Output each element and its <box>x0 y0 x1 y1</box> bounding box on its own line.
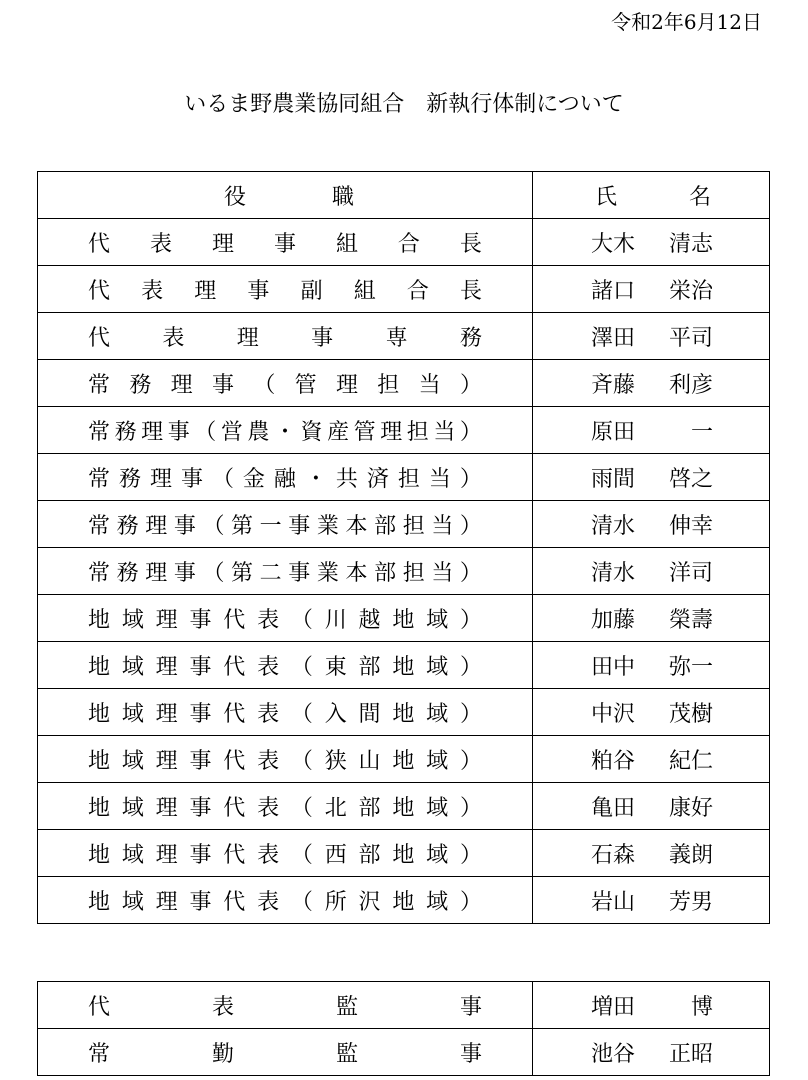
role-cell <box>38 783 533 830</box>
role-cell <box>38 313 533 360</box>
surname: 粕谷 <box>591 748 636 774</box>
role-cell <box>38 548 533 595</box>
table-row <box>38 595 770 642</box>
name-cell <box>533 877 770 924</box>
surname: 亀田 <box>591 795 636 821</box>
given-name: 正昭 <box>668 1041 713 1067</box>
surname: 池谷 <box>591 1041 636 1067</box>
role-text: 地 域 理 事 代 表 （ 西 部 地 域 ） <box>88 842 482 868</box>
given-name: 康好 <box>668 795 713 821</box>
role-cell <box>38 982 533 1029</box>
role-cell <box>38 501 533 548</box>
name-cell <box>533 454 770 501</box>
document-title: いるま野農業協同組合 新執行体制について <box>184 92 624 117</box>
name-cell <box>533 313 770 360</box>
given-name: 栄治 <box>668 278 713 304</box>
header-name-label: 氏 名 <box>595 184 711 210</box>
role-text: 常 務 理 事 （ 第 一 事 業 本 部 担 当 ） <box>88 513 482 539</box>
auditors-table <box>37 981 770 1076</box>
role-cell <box>38 1029 533 1076</box>
person-name <box>533 462 769 493</box>
given-name: 博 <box>690 994 713 1020</box>
person-name <box>533 509 769 540</box>
person-name <box>533 321 769 352</box>
name-cell <box>533 736 770 783</box>
role-text: 地 域 理 事 代 表 （ 入 間 地 域 ） <box>88 701 482 727</box>
role-cell <box>38 454 533 501</box>
given-name: 義朗 <box>668 842 713 868</box>
person-name <box>533 368 769 399</box>
person-name <box>533 415 769 446</box>
person-name <box>533 603 769 634</box>
name-cell <box>533 266 770 313</box>
header-name-cell <box>533 172 770 219</box>
role-text: 地 域 理 事 代 表 （ 川 越 地 域 ） <box>88 607 482 633</box>
given-name: 啓之 <box>668 466 713 492</box>
role-text: 常 務 理 事 （ 第 二 事 業 本 部 担 当 ） <box>88 560 482 586</box>
table-row <box>38 982 770 1029</box>
name-cell <box>533 501 770 548</box>
name-cell <box>533 783 770 830</box>
surname: 中沢 <box>591 701 636 727</box>
surname: 田中 <box>591 654 636 680</box>
given-name: 一 <box>690 419 713 445</box>
surname: 斉藤 <box>591 372 636 398</box>
surname: 加藤 <box>591 607 636 633</box>
name-cell <box>533 1029 770 1076</box>
role-text: 常 務 理 事 （ 管 理 担 当 ） <box>88 372 482 398</box>
table-row <box>38 877 770 924</box>
table-row <box>38 501 770 548</box>
role-text: 常 務 理 事 （ 金 融 ・ 共 済 担 当 ） <box>88 466 482 492</box>
name-cell <box>533 830 770 877</box>
surname: 大木 <box>591 231 636 257</box>
given-name: 平司 <box>668 325 713 351</box>
surname: 清水 <box>591 513 636 539</box>
given-name: 利彦 <box>668 372 713 398</box>
surname: 諸口 <box>591 278 636 304</box>
role-text: 常 勤 監 事 <box>88 1041 482 1067</box>
role-text: 地 域 理 事 代 表 （ 狭 山 地 域 ） <box>88 748 482 774</box>
table-row <box>38 1029 770 1076</box>
role-cell <box>38 642 533 689</box>
surname: 清水 <box>591 560 636 586</box>
table-row <box>38 642 770 689</box>
header-role-label: 役 職 <box>224 184 354 210</box>
role-cell <box>38 360 533 407</box>
given-name: 茂樹 <box>668 701 713 727</box>
surname: 岩山 <box>591 889 636 915</box>
table-row <box>38 736 770 783</box>
table-row <box>38 548 770 595</box>
person-name <box>533 791 769 822</box>
name-cell <box>533 595 770 642</box>
officers-table <box>37 171 770 924</box>
person-name <box>533 885 769 916</box>
role-cell <box>38 830 533 877</box>
table-row <box>38 454 770 501</box>
table-row <box>38 360 770 407</box>
name-cell <box>533 407 770 454</box>
person-name <box>533 274 769 305</box>
header-role-cell <box>38 172 533 219</box>
table-row <box>38 407 770 454</box>
role-text: 地 域 理 事 代 表 （ 北 部 地 域 ） <box>88 795 482 821</box>
person-name <box>533 838 769 869</box>
role-text: 代 表 理 事 専 務 <box>88 325 482 351</box>
role-text: 地 域 理 事 代 表 （ 東 部 地 域 ） <box>88 654 482 680</box>
person-name <box>533 744 769 775</box>
person-name <box>533 990 769 1021</box>
table-row <box>38 266 770 313</box>
table-row <box>38 689 770 736</box>
table-row <box>38 783 770 830</box>
role-cell <box>38 689 533 736</box>
given-name: 洋司 <box>668 560 713 586</box>
given-name: 紀仁 <box>668 748 713 774</box>
role-text: 代 表 監 事 <box>88 994 482 1020</box>
table-header-row <box>38 172 770 219</box>
given-name: 清志 <box>668 231 713 257</box>
role-cell <box>38 595 533 642</box>
role-cell <box>38 266 533 313</box>
role-text: 地 域 理 事 代 表 （ 所 沢 地 域 ） <box>88 889 482 915</box>
person-name <box>533 556 769 587</box>
role-cell <box>38 407 533 454</box>
role-cell <box>38 877 533 924</box>
name-cell <box>533 689 770 736</box>
surname: 澤田 <box>591 325 636 351</box>
surname: 増田 <box>591 994 636 1020</box>
surname: 石森 <box>591 842 636 868</box>
table-row <box>38 219 770 266</box>
name-cell <box>533 548 770 595</box>
person-name <box>533 227 769 258</box>
name-cell <box>533 360 770 407</box>
given-name: 弥一 <box>668 654 713 680</box>
given-name: 芳男 <box>668 889 713 915</box>
role-text: 代 表 理 事 組 合 長 <box>88 231 482 257</box>
person-name <box>533 697 769 728</box>
name-cell <box>533 642 770 689</box>
table-row <box>38 313 770 360</box>
table-row <box>38 830 770 877</box>
surname: 原田 <box>591 419 636 445</box>
document-date: 令和2年6月12日 <box>611 10 762 34</box>
person-name <box>533 1037 769 1068</box>
surname: 雨間 <box>591 466 636 492</box>
role-text: 常 務 理 事 （ 営 農 ・ 資 産 管 理 担 当 ） <box>88 419 482 445</box>
person-name <box>533 650 769 681</box>
name-cell <box>533 219 770 266</box>
role-cell <box>38 219 533 266</box>
role-text: 代 表 理 事 副 組 合 長 <box>88 278 482 304</box>
given-name: 伸幸 <box>668 513 713 539</box>
name-cell <box>533 982 770 1029</box>
role-cell <box>38 736 533 783</box>
given-name: 榮壽 <box>668 607 713 633</box>
